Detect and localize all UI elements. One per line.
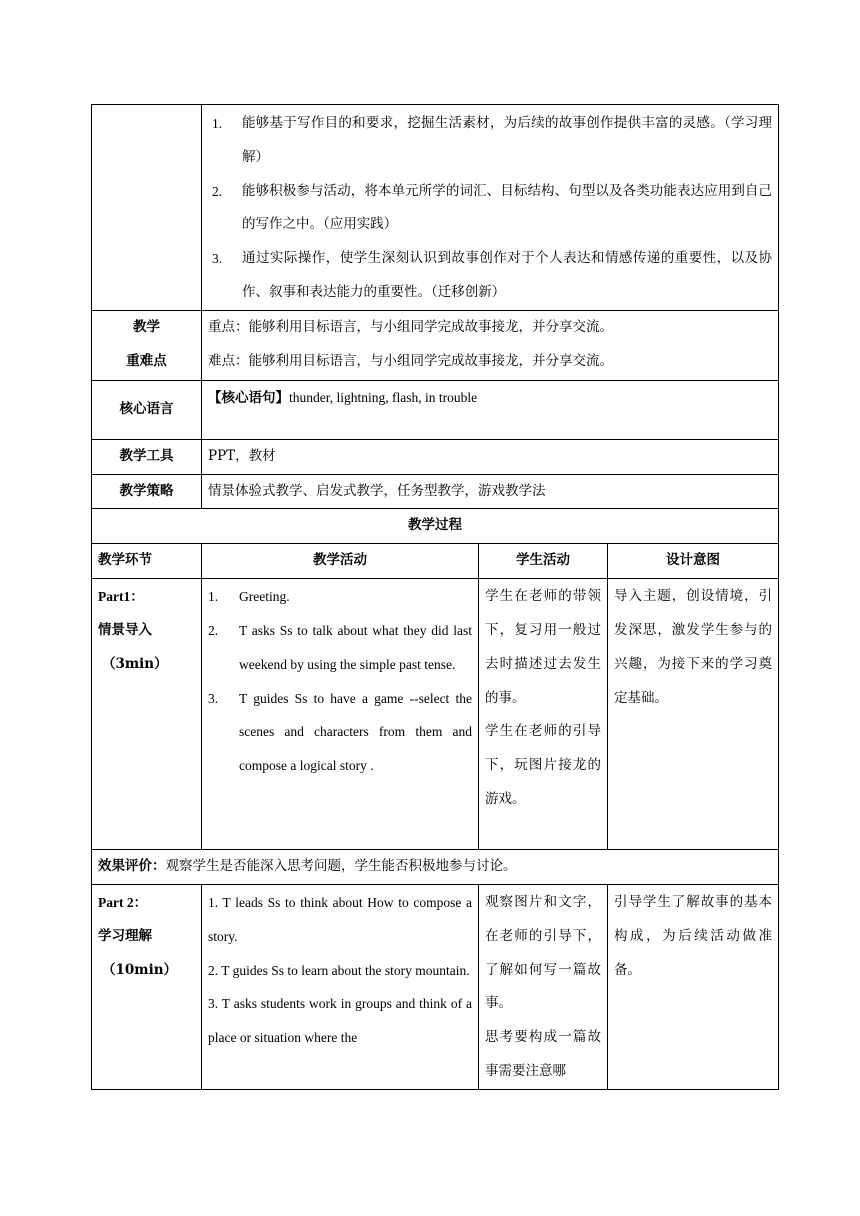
- part1-student: [479, 579, 608, 850]
- part1-activity-item: 3. T guides Ss to have a game --select the scenes and characters from them and compose a logical story .: [208, 690, 472, 774]
- evaluation-text: 观察学生是否能深入思考问题，学生能否积极地参与讨论。: [165, 858, 517, 875]
- part2-intent-text: 引导学生了解故事的基本构成，为后续活动做准备。: [614, 893, 773, 978]
- part1-stage: 情景导入: [98, 621, 152, 638]
- part2-activity-item: 1. T leads Ss to think about How to compose a story.: [208, 894, 472, 944]
- core-language-row: [92, 380, 779, 439]
- header-activity: 教学活动: [202, 544, 479, 579]
- part1-row: [92, 579, 779, 850]
- part2-stage: 学习理解: [98, 927, 152, 944]
- strategy-cell: 情景体验式教学、启发式教学，任务型教学，游戏教学法: [202, 474, 779, 509]
- part1-activity-item: 2. T asks Ss to talk about what they did last weekend by using the simple past tense.: [208, 622, 472, 672]
- goals-row: [92, 105, 779, 311]
- difficulty-label: 教学 重难点: [92, 310, 202, 380]
- part1-activity-item: 1. Greeting.: [208, 589, 290, 605]
- part1-activities: [202, 579, 479, 850]
- goals-cell: [202, 105, 779, 311]
- part1-name: Part1：: [98, 589, 144, 605]
- part2-name: Part 2：: [98, 894, 148, 910]
- core-language-label: 核心语言: [92, 380, 202, 439]
- goal-item: 1. 能够基于写作目的和要求，挖掘生活素材，为后续的故事创作提供丰富的灵感。（学习理解）: [212, 115, 773, 165]
- part2-student-text: 观察图片和文字，在老师的引导下，了解如何写一篇故事。: [485, 893, 601, 1012]
- evaluation-row: [92, 850, 779, 885]
- process-title-row: [92, 509, 779, 544]
- tools-cell: PPT，教材: [202, 439, 779, 474]
- difficulty-cell: [202, 310, 779, 380]
- header-intent: 设计意图: [608, 544, 779, 579]
- part1-intent: [608, 579, 779, 850]
- strategy-label: 教学策略: [92, 474, 202, 509]
- part2-activities: [202, 884, 479, 1089]
- goal-item: 3. 通过实际操作，使学生深刻认识到故事创作对于个人表达和情感传递的重要性，以及协作、叙事和表达能力的重要性。（迁移创新）: [212, 250, 773, 300]
- header-stage: 教学环节: [92, 544, 202, 579]
- part2-label: [92, 884, 202, 1089]
- part2-intent: [608, 884, 779, 1089]
- evaluation-cell: [92, 850, 779, 885]
- hard-point: 难点：能够利用目标语言，与小组同学完成故事接龙，并分享交流。: [208, 352, 613, 369]
- lesson-plan-table: [91, 104, 779, 1090]
- header-row: [92, 544, 779, 579]
- header-student: 学生活动: [479, 544, 608, 579]
- part1-student-text: 学生在老师的带领下，复习用一般过去时描述过去发生的事。: [485, 588, 601, 706]
- part1-label: [92, 579, 202, 850]
- part1-time: （3min）: [102, 655, 168, 672]
- evaluation-label: 效果评价：: [98, 858, 166, 875]
- tools-row: [92, 439, 779, 474]
- goal-item: 2. 能够积极参与活动，将本单元所学的词汇、目标结构、句型以及各类功能表达应用到自己的写作之中。（应用实践）: [212, 182, 773, 233]
- strategy-row: [92, 474, 779, 509]
- tools-label: 教学工具: [92, 439, 202, 474]
- part2-student: [479, 884, 608, 1089]
- process-title: 教学过程: [92, 509, 779, 544]
- part2-student-text: 思考要构成一篇故事需要注意哪: [485, 1029, 601, 1079]
- core-sentence-text: thunder, lightning, flash, in trouble: [289, 389, 478, 405]
- part2-time: （10min）: [102, 961, 178, 978]
- goals-list: [208, 107, 772, 310]
- core-language-cell: [202, 380, 779, 439]
- part1-intent-text: 导入主题，创设情境，引发深思，激发学生参与的兴趣，为接下来的学习奠定基础。: [614, 588, 773, 706]
- part1-student-text: 学生在老师的引导下，玩图片接龙的游戏。: [485, 723, 601, 807]
- part2-row: [92, 884, 779, 1089]
- core-sentence-tag: 【核心语句】: [208, 389, 289, 406]
- goals-label-cell: [92, 105, 202, 311]
- difficulty-row: [92, 310, 779, 380]
- part2-activity-item: 2. T guides Ss to learn about the story mountain.: [208, 962, 470, 978]
- key-point: 重点：能够利用目标语言，与小组同学完成故事接龙，并分享交流。: [208, 318, 613, 335]
- part2-activity-item: 3. T asks students work in groups and think of a place or situation where the: [208, 996, 472, 1046]
